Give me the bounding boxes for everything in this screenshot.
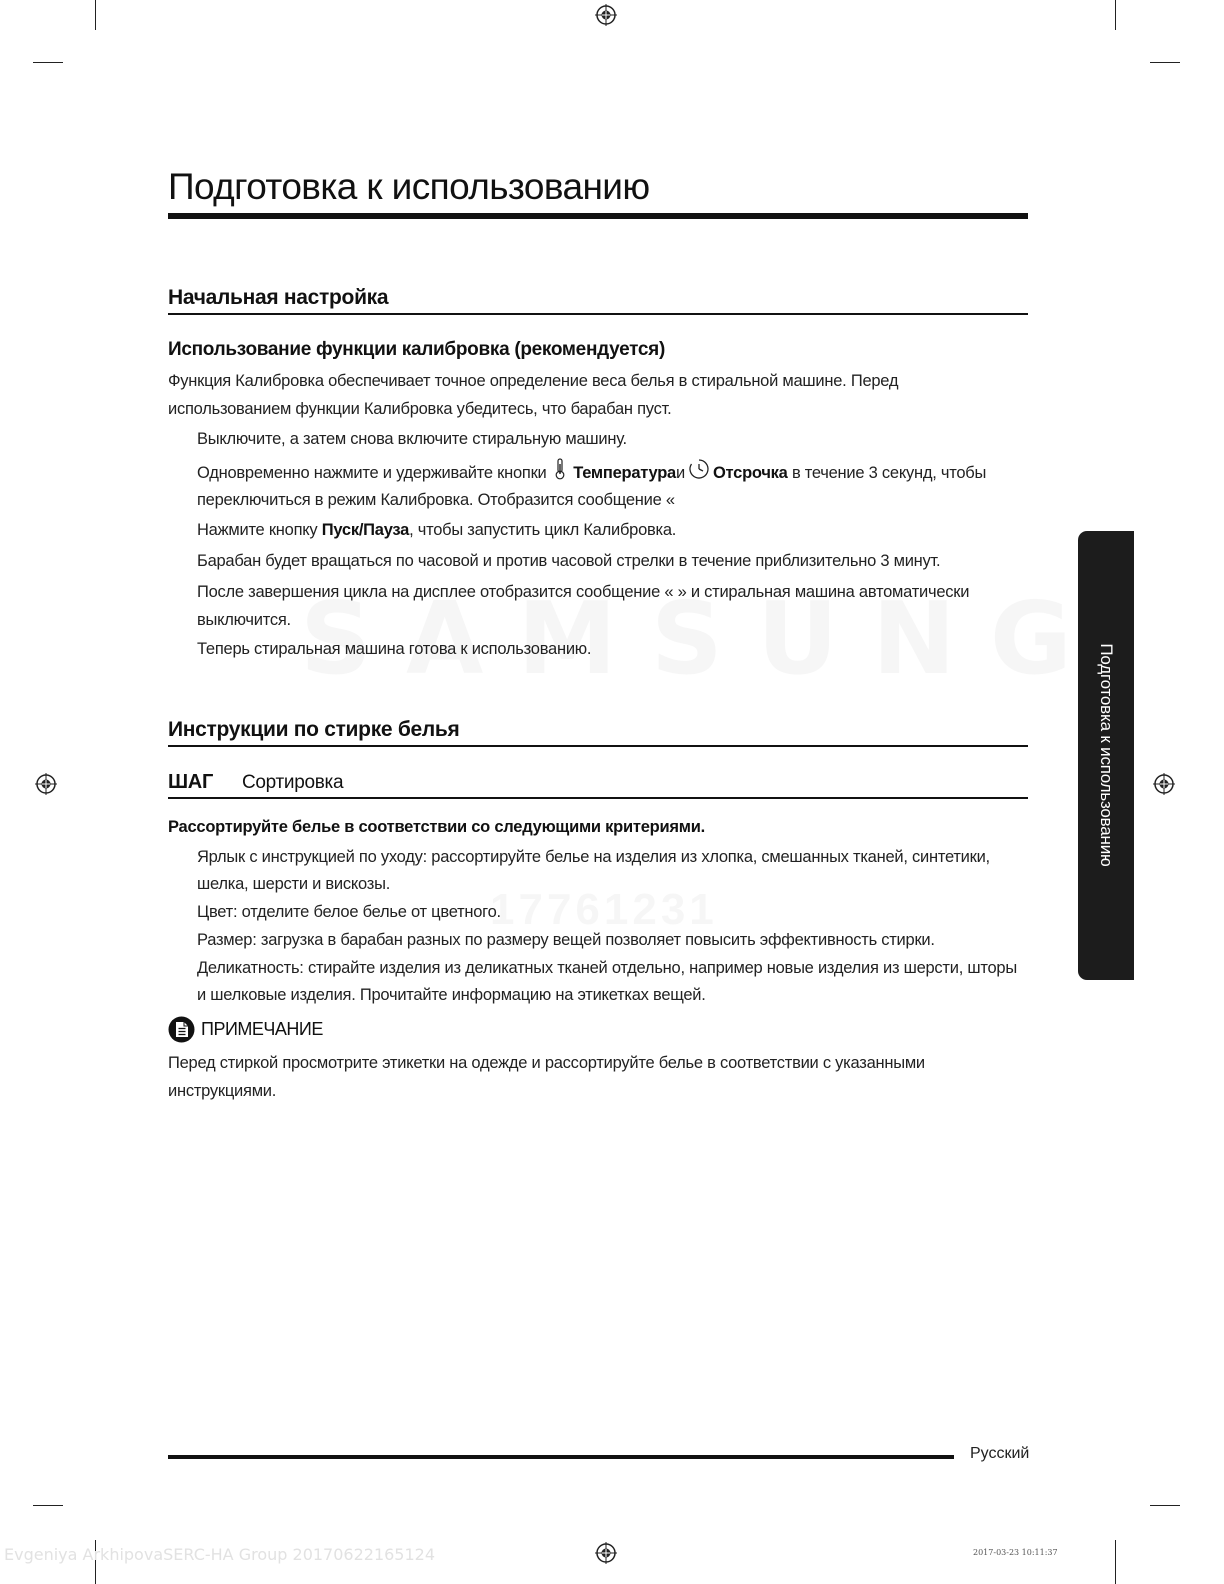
- step-label: ШАГ: [168, 771, 213, 793]
- step-text: Нажмите кнопку: [197, 521, 318, 539]
- page-title: Подготовка к использованию: [168, 166, 650, 207]
- delay-button-label: Отсрочка: [712, 464, 788, 482]
- sort-criterion-label: Ярлык с инструкцией по уходу: рассортируйте белье на изделия из хлопка, смешанных тканей, синтетики,: [197, 848, 990, 866]
- sort-criterion-delicacy-cont: и шелковые изделия. Прочитайте информацию на этикетках вещей.: [197, 986, 706, 1004]
- registration-mark-icon: [595, 1542, 617, 1564]
- step-text: в течение 3 секунд, чтобы: [791, 464, 987, 482]
- crop-mark: [33, 62, 63, 63]
- calibration-step-5-cont: выключится.: [197, 611, 291, 629]
- note-text-cont: инструкциями.: [168, 1082, 277, 1100]
- registration-mark-icon: [595, 4, 617, 26]
- print-stamp: 2017-03-23 10:11:37: [973, 1548, 1058, 1557]
- section-rule: [168, 745, 1028, 747]
- step-text: , чтобы запустить цикл Калибровка.: [409, 521, 677, 539]
- footer-language: Русский: [970, 1445, 1030, 1462]
- title-rule: [168, 213, 1028, 219]
- calibration-step-6: Теперь стиральная машина готова к использованию.: [197, 640, 592, 658]
- sort-criterion-label-cont: шелка, шерсти и вискозы.: [197, 875, 391, 893]
- registration-mark-icon: [1153, 773, 1175, 795]
- crop-mark: [1115, 1540, 1116, 1584]
- note-header: [168, 1015, 323, 1043]
- sort-criterion-delicacy: Деликатность: стирайте изделия из деликатных тканей отдельно, например новые изделия из шерсти, шторы: [197, 959, 1017, 977]
- calibration-step-3: [197, 516, 676, 544]
- crop-mark: [95, 0, 96, 30]
- start-pause-button-label: Пуск/Пауза: [321, 521, 410, 539]
- registration-mark-icon: [35, 773, 57, 795]
- calibration-step-4: Барабан будет вращаться по часовой и против часовой стрелки в течение приблизительно 3 минут.: [197, 552, 941, 570]
- crop-mark: [1115, 0, 1116, 30]
- crop-mark: [33, 1505, 63, 1506]
- note-label: ПРИМЕЧАНИЕ: [201, 1018, 323, 1039]
- step-text: и: [675, 464, 685, 482]
- crop-mark: [1150, 62, 1180, 63]
- sort-heading: Рассортируйте белье в соответствии со следующими критериями.: [168, 818, 705, 836]
- delay-timer-icon: [688, 458, 710, 480]
- step-title: Сортировка: [241, 772, 344, 793]
- section-heading-laundry: Инструкции по стирке белья: [168, 718, 460, 741]
- print-info: Evgeniya ArkhipovaSERC-HA Group 20170622165124: [4, 1545, 436, 1564]
- calibration-heading: Использование функции калибровка (рекомендуется): [168, 339, 665, 360]
- calibration-intro-line: Функция Калибровка обеспечивает точное определение веса белья в стиральной машине. Перед: [168, 372, 899, 390]
- note-text: Перед стиркой просмотрите этикетки на одежде и рассортируйте белье в соответствии с указанными: [168, 1054, 925, 1072]
- sort-criterion-color: Цвет: отделите белое белье от цветного.: [197, 903, 501, 921]
- step-heading: [168, 769, 343, 796]
- calibration-step-2-cont: переключиться в режим Калибровка. Отобразится сообщение «: [197, 491, 675, 509]
- note-icon: [168, 1016, 195, 1043]
- sort-criterion-size: Размер: загрузка в барабан разных по размеру вещей позволяет повысить эффективность стирки.: [197, 931, 935, 949]
- footer-rule: [168, 1455, 954, 1459]
- section-rule: [168, 313, 1028, 315]
- temperature-button-label: Температура: [573, 464, 676, 482]
- calibration-intro-line: использованием функции Калибровка убедитесь, что барабан пуст.: [168, 400, 672, 418]
- section-heading-initial-setup: Начальная настройка: [168, 286, 389, 309]
- step-text: Одновременно нажмите и удерживайте кнопки: [197, 464, 547, 482]
- side-chapter-tab-label: Подготовка к использованию: [1097, 643, 1116, 867]
- calibration-step-1: Выключите, а затем снова включите стиральную машину.: [197, 430, 627, 448]
- crop-mark: [1150, 1505, 1180, 1506]
- step-rule: [168, 797, 1028, 799]
- calibration-step-2: [197, 458, 986, 487]
- calibration-step-5: После завершения цикла на дисплее отобразится сообщение « » и стиральная машина автоматически: [197, 583, 970, 601]
- thermometer-icon: [554, 458, 566, 480]
